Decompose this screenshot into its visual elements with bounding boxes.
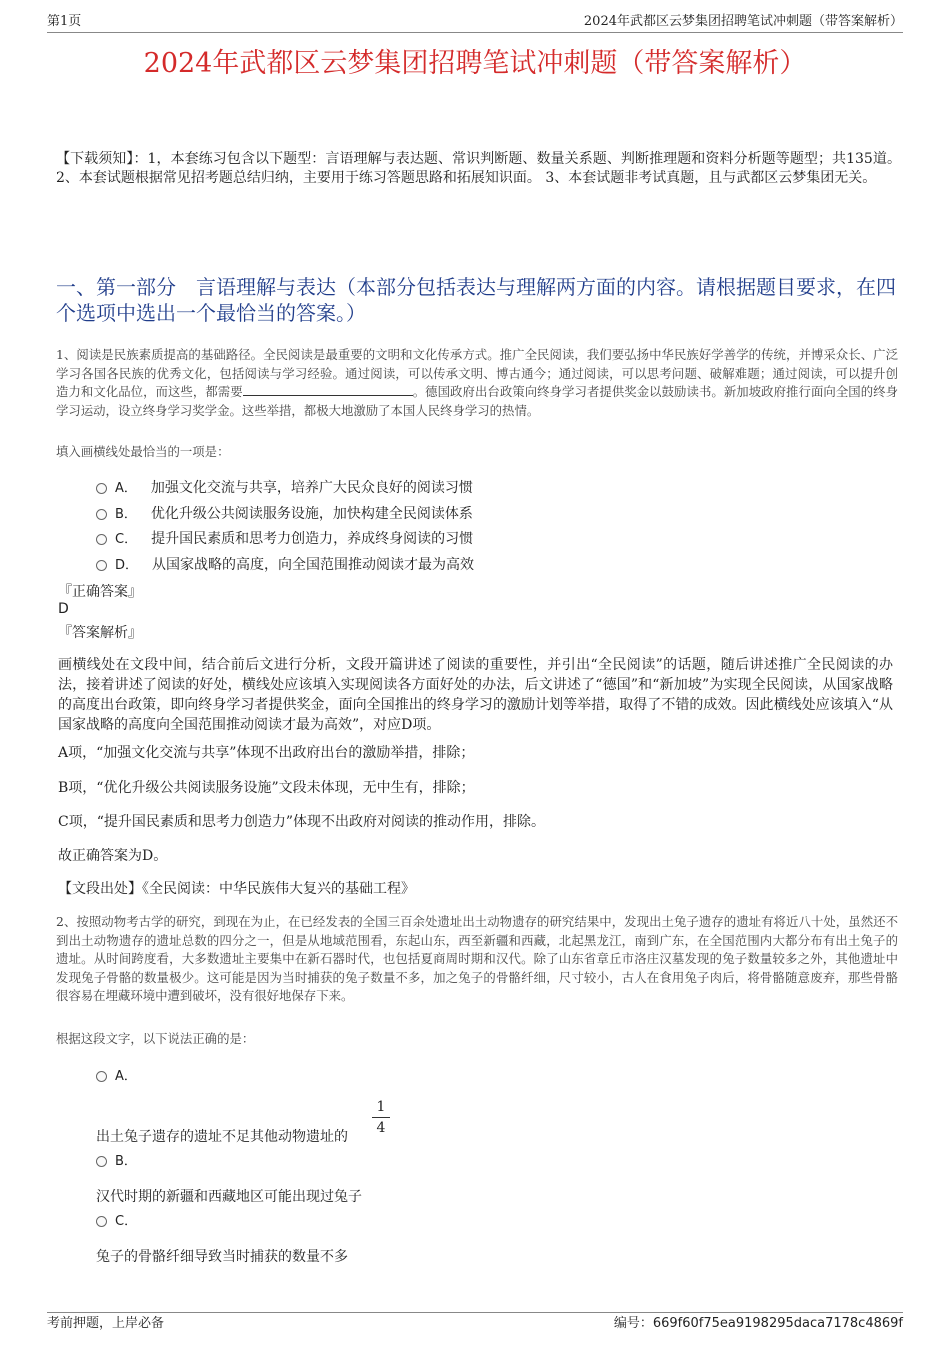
fraction: 1 4	[372, 1098, 390, 1137]
q2-option-a-text: 出土兔子遗存的遗址不足其他动物遗址的	[96, 1129, 348, 1145]
q1-option-d[interactable]: D． 从国家战略的高度，向全国范围推动阅读才最为高效	[96, 554, 474, 574]
page-header	[47, 12, 903, 33]
analysis-option-c: C项，“提升国民素质和思考力创造力”体现不出政府对阅读的推动作用，排除。	[58, 814, 546, 830]
q2-option-c[interactable]: C．	[96, 1210, 151, 1229]
q1-option-b[interactable]: B． 优化升级公共阅读服务设施，加快构建全民阅读体系	[96, 503, 473, 523]
radio-icon[interactable]	[96, 1216, 107, 1227]
section-heading	[56, 274, 896, 326]
section-number: 一、第一部分	[56, 275, 176, 299]
page-title: 2024年武都区云梦集团招聘笔试冲刺题（带答案解析）	[143, 48, 807, 79]
q2-option-a[interactable]: A．	[96, 1065, 151, 1084]
answer-value: D	[58, 601, 69, 617]
radio-icon[interactable]	[96, 1071, 107, 1082]
q1-option-c[interactable]: C． 提升国民素质和思考力创造力，养成终身阅读的习惯	[96, 528, 473, 548]
analysis-option-a: A项，“加强文化交流与共享”体现不出政府出台的激励举措，排除；	[58, 745, 475, 761]
passage-source: 【文段出处】《全民阅读：中华民族伟大复兴的基础工程》	[58, 881, 415, 897]
analysis-text: 画横线处在文段中间，结合前后文进行分析，文段开篇讲述了阅读的重要性，并引出“全民阅读”的话题，随后讲述推广全民阅读的办法，接着讲述了阅读的好处，横线处应该填入实现阅读各方面好处的办法，后文讲述了“德国”和“新加坡”为实现全民阅读，从国家战略的高度出台政策，即向终身学习者提供奖金，面向全国推出的终身学习的激励计划等举措，取得了不错的成效。因此横线处应该填入“从国家战略的高度向全国范围推动阅读才最为高效”，对应D项。	[58, 657, 893, 733]
q2-option-b[interactable]: B．	[96, 1150, 151, 1169]
analysis-option-b: B项，“优化升级公共阅读服务设施”文段未体现，无中生有，排除；	[58, 780, 475, 796]
question-2-stem: 根据这段文字，以下说法正确的是：	[56, 1031, 255, 1046]
radio-icon[interactable]	[96, 560, 107, 571]
page-number: 第1页	[47, 14, 82, 29]
answer-label: 『正确答案』	[58, 584, 142, 600]
q2-option-b-text: 汉代时期的新疆和西藏地区可能出现过兔子	[96, 1189, 362, 1205]
q1-option-a[interactable]: A． 加强文化交流与共享，培养广大民众良好的阅读习惯	[96, 477, 473, 497]
analysis-label: 『答案解析』	[58, 625, 142, 641]
download-notice: 【下载须知】：1，本套练习包含以下题型：言语理解与表达题、常识判断题、数量关系题、判断推理题和资料分析题等题型；共135道。 2、本套试题根据常见招考题总结归纳，主要用于练习答题思路和拓展知识面。 3、本套试题非考试真题，且与武都区云梦集团无关。	[56, 151, 901, 186]
question-2-passage: 2、按照动物考古学的研究，到现在为止，在已经发表的全国三百余处遗址出土动物遗存的研究结果中，发现出土兔子遗存的遗址有将近八十处，虽然还不到出土动物遗存的遗址总数的四分之一，但是从地域范围看，东起山东，西至新疆和西藏，北起黑龙江，南到广东，在全国范围内大都分布有出土兔子的遗址。从时间跨度看，大多数遗址主要集中在新石器时代，也包括夏商周时期和汉代。除了山东省章丘市洛庄汉墓发现的兔子数量较多之外，其他遗址中发现兔子骨骼的数量极少。这可能是因为当时捕获的兔子数量不多，加之兔子的骨骼纤细，尺寸较小，古人在食用兔子肉后，将骨骼随意废弃，那些骨骼很容易在埋藏环境中遭到破坏，没有很好地保存下来。	[56, 914, 898, 1004]
radio-icon[interactable]	[96, 483, 107, 494]
radio-icon[interactable]	[96, 534, 107, 545]
analysis-conclusion: 故正确答案为D。	[58, 848, 168, 864]
footer-slogan: 考前押题，上岸必备	[47, 1316, 165, 1331]
radio-icon[interactable]	[96, 1156, 107, 1167]
question-1-passage: 1、阅读是民族素质提高的基础路径。全民阅读是最重要的文明和文化传承方式。推广全民阅读，我们要弘扬中华民族好学善学的传统，并博采众长、广泛学习各国各民族的优秀文化，包括阅读与学习经验。通过阅读，可以传承文明、博古通今；通过阅读，可以思考问题、破解难题；通过阅读，可以提升创造力和文化品位，而这些，都需要 。德国政府出台政策向终身学习者提供奖金以鼓励读书。新加坡政府推行面向全国的终身学习运动，设立终身学习奖学金。这些举措，都极大地激励了本国人民终身学习的热情。	[56, 347, 899, 418]
question-1-stem: 填入画横线处最恰当的一项是：	[56, 444, 230, 459]
radio-icon[interactable]	[96, 509, 107, 520]
header-doc-title: 2024年武都区云梦集团招聘笔试冲刺题（带答案解析）	[583, 14, 903, 29]
footer-code: 编号：669f60f75ea9198295daca7178c4869f	[613, 1316, 903, 1331]
page-footer	[47, 1312, 903, 1335]
fill-blank	[243, 385, 413, 396]
section-description: 言语理解与表达（本部分包括表达与理解两方面的内容。请根据题目要求，在四个选项中选出一个最恰当的答案。）	[56, 275, 896, 325]
q2-option-c-text: 兔子的骨骼纤细导致当时捕获的数量不多	[96, 1249, 348, 1265]
